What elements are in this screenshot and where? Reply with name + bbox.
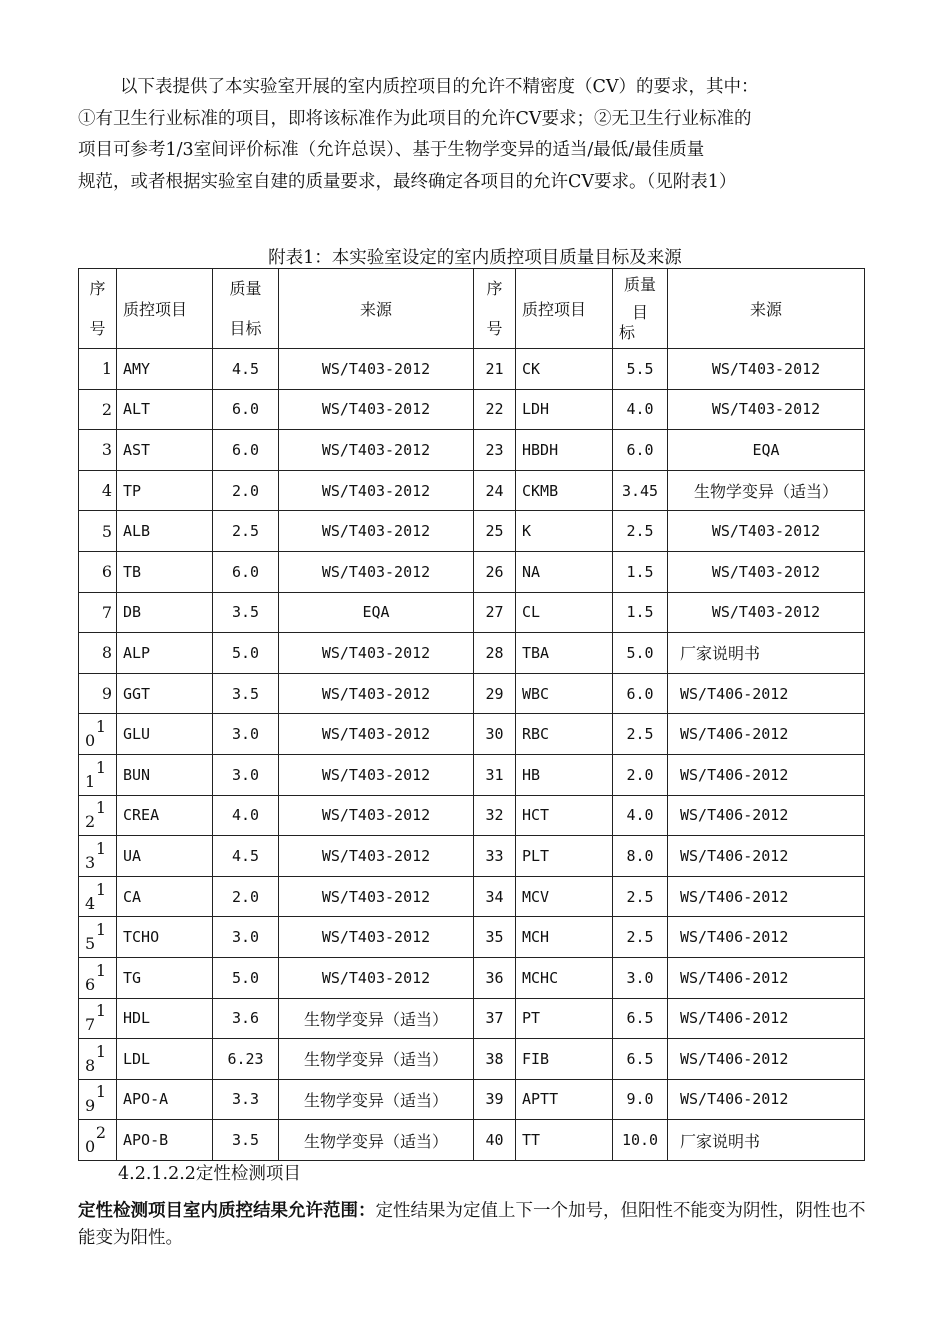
- row-item-2: MCH: [516, 917, 613, 958]
- row-seq: 1 1: [79, 754, 117, 795]
- row-item-2: FIB: [516, 1039, 613, 1080]
- row-target: 3.3: [213, 1079, 279, 1120]
- row-source: WS/T403-2012: [279, 430, 474, 471]
- row-seq: 9: [79, 673, 117, 714]
- row-source-2: 厂家说明书: [668, 1120, 865, 1161]
- row-target: 3.0: [213, 754, 279, 795]
- row-target: 6.0: [213, 551, 279, 592]
- table-header-row: [79, 269, 865, 349]
- row-seq: 1 4: [79, 876, 117, 917]
- row-source-2: WS/T403-2012: [668, 592, 865, 633]
- row-source: WS/T403-2012: [279, 876, 474, 917]
- row-source: WS/T403-2012: [279, 673, 474, 714]
- row-source: EQA: [279, 592, 474, 633]
- row-target: 2.5: [213, 511, 279, 552]
- row-seq-2: 34: [474, 876, 516, 917]
- row-target: 3.0: [213, 917, 279, 958]
- row-seq: 8: [79, 633, 117, 674]
- table-row: [79, 633, 865, 674]
- row-seq: 1 7: [79, 998, 117, 1039]
- row-item-2: PT: [516, 998, 613, 1039]
- row-item-2: HBDH: [516, 430, 613, 471]
- row-seq-2: 27: [474, 592, 516, 633]
- row-item: APO-B: [117, 1120, 213, 1161]
- row-item-2: LDH: [516, 389, 613, 430]
- table-row: [79, 673, 865, 714]
- row-target: 6.0: [213, 389, 279, 430]
- note-label: 定性检测项目室内质控结果允许范围：: [78, 1201, 376, 1221]
- row-source-2: 生物学变异（适当）: [668, 470, 865, 511]
- table-row: [79, 836, 865, 877]
- qualitative-note: [78, 1198, 868, 1252]
- row-seq-2: 36: [474, 957, 516, 998]
- intro-line: 规范，或者根据实验室自建的质量要求，最终确定各项目的允许CV要求。（见附表1）: [78, 171, 737, 192]
- row-item-2: NA: [516, 551, 613, 592]
- row-item: TCHO: [117, 917, 213, 958]
- row-target-2: 3.45: [613, 470, 668, 511]
- row-seq: 1 5: [79, 917, 117, 958]
- row-target-2: 8.0: [613, 836, 668, 877]
- row-seq: 2: [79, 389, 117, 430]
- row-target: 5.0: [213, 957, 279, 998]
- row-item-2: TBA: [516, 633, 613, 674]
- row-target-2: 5.5: [613, 349, 668, 390]
- row-target-2: 5.0: [613, 633, 668, 674]
- row-item: DB: [117, 592, 213, 633]
- row-target-2: 2.5: [613, 714, 668, 755]
- table-row: [79, 1120, 865, 1161]
- intro-line: ①有卫生行业标准的项目，即将该标准作为此项目的允许CV要求；②无卫生行业标准的: [78, 108, 752, 129]
- row-source: WS/T403-2012: [279, 470, 474, 511]
- row-source-2: WS/T406-2012: [668, 1039, 865, 1080]
- row-seq: 1 0: [79, 714, 117, 755]
- table-row: [79, 1039, 865, 1080]
- row-target-2: 1.5: [613, 592, 668, 633]
- row-item: GGT: [117, 673, 213, 714]
- row-source-2: WS/T406-2012: [668, 876, 865, 917]
- row-source-2: WS/T403-2012: [668, 349, 865, 390]
- table-row: [79, 511, 865, 552]
- row-seq-2: 22: [474, 389, 516, 430]
- table-row: [79, 917, 865, 958]
- row-seq-2: 23: [474, 430, 516, 471]
- row-target: 3.0: [213, 714, 279, 755]
- row-item-2: HB: [516, 754, 613, 795]
- row-source: WS/T403-2012: [279, 754, 474, 795]
- row-item: HDL: [117, 998, 213, 1039]
- row-item-2: CL: [516, 592, 613, 633]
- table-row: [79, 430, 865, 471]
- row-item-2: CK: [516, 349, 613, 390]
- row-source-2: WS/T406-2012: [668, 836, 865, 877]
- row-seq: 1 3: [79, 836, 117, 877]
- row-source-2: WS/T406-2012: [668, 1079, 865, 1120]
- row-seq: 2 0: [79, 1120, 117, 1161]
- row-seq: 3: [79, 430, 117, 471]
- row-target-2: 6.0: [613, 430, 668, 471]
- row-item: BUN: [117, 754, 213, 795]
- row-source: 生物学变异（适当）: [279, 1079, 474, 1120]
- row-target-2: 2.5: [613, 876, 668, 917]
- table-row: [79, 1079, 865, 1120]
- row-item: AST: [117, 430, 213, 471]
- row-seq-2: 37: [474, 998, 516, 1039]
- row-source: WS/T403-2012: [279, 714, 474, 755]
- row-target: 4.5: [213, 836, 279, 877]
- row-seq: 7: [79, 592, 117, 633]
- table-caption: 附表1：本实验室设定的室内质控项目质量目标及来源: [268, 248, 682, 268]
- row-item: UA: [117, 836, 213, 877]
- row-source: WS/T403-2012: [279, 389, 474, 430]
- table-row: [79, 754, 865, 795]
- row-target-2: 6.5: [613, 998, 668, 1039]
- row-seq: 1 8: [79, 1039, 117, 1080]
- table-row: [79, 957, 865, 998]
- row-source-2: WS/T406-2012: [668, 957, 865, 998]
- row-seq-2: 26: [474, 551, 516, 592]
- row-target: 3.5: [213, 673, 279, 714]
- row-item: GLU: [117, 714, 213, 755]
- header-source-2: 来源: [668, 269, 865, 349]
- header-target-2: 质量 目 标: [613, 269, 668, 349]
- row-seq: 1 9: [79, 1079, 117, 1120]
- row-item-2: PLT: [516, 836, 613, 877]
- row-target-2: 2.5: [613, 917, 668, 958]
- row-seq: 1: [79, 349, 117, 390]
- row-item-2: RBC: [516, 714, 613, 755]
- row-seq-2: 24: [474, 470, 516, 511]
- intro-paragraph: [78, 72, 878, 198]
- table-row: [79, 551, 865, 592]
- header-seq-2: 序 号: [474, 269, 516, 349]
- row-item: CA: [117, 876, 213, 917]
- table-row: [79, 876, 865, 917]
- row-source: 生物学变异（适当）: [279, 1039, 474, 1080]
- row-source-2: WS/T406-2012: [668, 714, 865, 755]
- row-source-2: WS/T406-2012: [668, 917, 865, 958]
- intro-line: 项目可参考1/3室间评价标准（允许总误）、基于生物学变异的适当/最低/最佳质量: [78, 140, 705, 160]
- quality-target-table: [78, 268, 865, 1161]
- row-target: 3.6: [213, 998, 279, 1039]
- header-source: 来源: [279, 269, 474, 349]
- row-target: 2.0: [213, 470, 279, 511]
- row-item: CREA: [117, 795, 213, 836]
- row-item: LDL: [117, 1039, 213, 1080]
- row-item: APO-A: [117, 1079, 213, 1120]
- row-item-2: MCHC: [516, 957, 613, 998]
- row-seq-2: 32: [474, 795, 516, 836]
- row-source-2: WS/T406-2012: [668, 673, 865, 714]
- intro-line: 以下表提供了本实验室开展的室内质控项目的允许不精密度（CV）的要求，其中：: [120, 77, 759, 97]
- row-source-2: WS/T403-2012: [668, 389, 865, 430]
- row-item: TG: [117, 957, 213, 998]
- row-seq-2: 33: [474, 836, 516, 877]
- row-seq-2: 30: [474, 714, 516, 755]
- row-item: TP: [117, 470, 213, 511]
- row-target: 6.23: [213, 1039, 279, 1080]
- table-row: [79, 349, 865, 390]
- row-item-2: WBC: [516, 673, 613, 714]
- row-source: WS/T403-2012: [279, 551, 474, 592]
- table-row: [79, 714, 865, 755]
- row-item: AMY: [117, 349, 213, 390]
- row-target: 3.5: [213, 592, 279, 633]
- row-target: 2.0: [213, 876, 279, 917]
- row-seq: 1 2: [79, 795, 117, 836]
- row-target-2: 2.0: [613, 754, 668, 795]
- row-item-2: K: [516, 511, 613, 552]
- row-item: ALB: [117, 511, 213, 552]
- row-item-2: APTT: [516, 1079, 613, 1120]
- row-source-2: WS/T406-2012: [668, 795, 865, 836]
- row-seq: 4: [79, 470, 117, 511]
- row-item-2: MCV: [516, 876, 613, 917]
- row-target-2: 1.5: [613, 551, 668, 592]
- row-target-2: 2.5: [613, 511, 668, 552]
- row-target: 4.5: [213, 349, 279, 390]
- header-item-2: 质控项目: [516, 269, 613, 349]
- row-source-2: WS/T406-2012: [668, 998, 865, 1039]
- row-seq: 1 6: [79, 957, 117, 998]
- table-row: [79, 470, 865, 511]
- row-item-2: HCT: [516, 795, 613, 836]
- row-source: 生物学变异（适当）: [279, 1120, 474, 1161]
- row-seq-2: 25: [474, 511, 516, 552]
- row-item: ALT: [117, 389, 213, 430]
- row-source-2: 厂家说明书: [668, 633, 865, 674]
- row-item-2: TT: [516, 1120, 613, 1161]
- row-seq-2: 39: [474, 1079, 516, 1120]
- row-source: WS/T403-2012: [279, 957, 474, 998]
- row-seq-2: 21: [474, 349, 516, 390]
- row-seq-2: 31: [474, 754, 516, 795]
- row-source-2: EQA: [668, 430, 865, 471]
- table-row: [79, 592, 865, 633]
- row-source: WS/T403-2012: [279, 633, 474, 674]
- table-row: [79, 389, 865, 430]
- row-seq: 6: [79, 551, 117, 592]
- row-target-2: 3.0: [613, 957, 668, 998]
- row-seq: 5: [79, 511, 117, 552]
- row-source-2: WS/T403-2012: [668, 511, 865, 552]
- row-source: WS/T403-2012: [279, 349, 474, 390]
- row-target-2: 6.5: [613, 1039, 668, 1080]
- row-source: WS/T403-2012: [279, 795, 474, 836]
- row-source: WS/T403-2012: [279, 511, 474, 552]
- section-heading: 4.2.1.2.2定性检测项目: [118, 1164, 301, 1184]
- row-source-2: WS/T403-2012: [668, 551, 865, 592]
- note-text: 定性结果为定值上下一个加号，但阳性不能变为阴性，阴性也不能变为阳性。: [78, 1201, 866, 1248]
- row-seq-2: 29: [474, 673, 516, 714]
- row-target-2: 6.0: [613, 673, 668, 714]
- row-seq-2: 40: [474, 1120, 516, 1161]
- row-source-2: WS/T406-2012: [668, 754, 865, 795]
- row-target-2: 9.0: [613, 1079, 668, 1120]
- row-target-2: 10.0: [613, 1120, 668, 1161]
- row-target: 3.5: [213, 1120, 279, 1161]
- row-source: 生物学变异（适当）: [279, 998, 474, 1039]
- row-item: TB: [117, 551, 213, 592]
- table-row: [79, 998, 865, 1039]
- row-source: WS/T403-2012: [279, 917, 474, 958]
- row-target-2: 4.0: [613, 389, 668, 430]
- row-source: WS/T403-2012: [279, 836, 474, 877]
- header-seq: 序 号: [79, 269, 117, 349]
- row-target: 6.0: [213, 430, 279, 471]
- row-seq-2: 35: [474, 917, 516, 958]
- row-seq-2: 28: [474, 633, 516, 674]
- row-target-2: 4.0: [613, 795, 668, 836]
- row-item: ALP: [117, 633, 213, 674]
- row-seq-2: 38: [474, 1039, 516, 1080]
- table-row: [79, 795, 865, 836]
- row-item-2: CKMB: [516, 470, 613, 511]
- header-item: 质控项目: [117, 269, 213, 349]
- header-target: 质量 目标: [213, 269, 279, 349]
- row-target: 4.0: [213, 795, 279, 836]
- row-target: 5.0: [213, 633, 279, 674]
